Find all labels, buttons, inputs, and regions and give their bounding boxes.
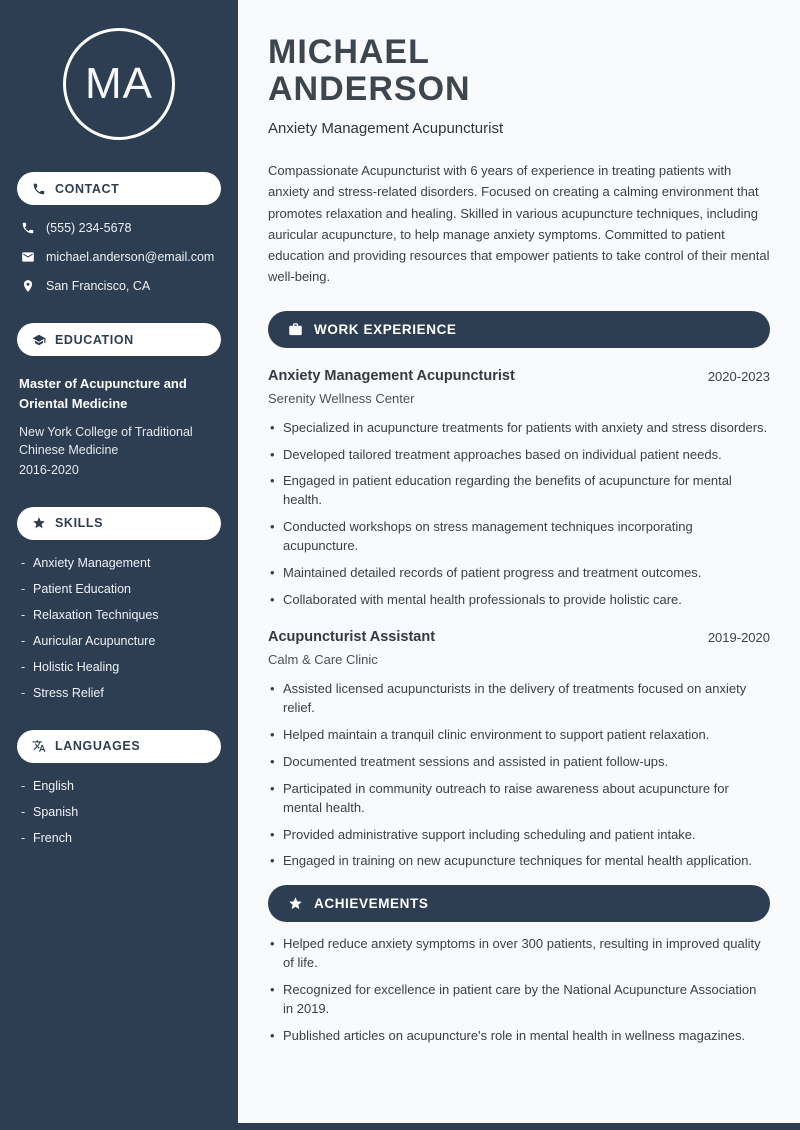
languages-list xyxy=(17,779,221,845)
contact-phone xyxy=(21,221,217,235)
language-item: - English xyxy=(21,779,217,793)
job-header xyxy=(268,629,770,667)
contact-email xyxy=(21,250,217,264)
job-entry xyxy=(268,368,770,610)
job-title-block xyxy=(268,629,435,667)
job-company: Serenity Wellness Center xyxy=(268,390,415,406)
job-dates: 2020-2023 xyxy=(707,368,770,384)
education-section-header xyxy=(17,323,221,356)
education-years: 2016-2020 xyxy=(19,462,79,477)
phone-icon xyxy=(32,182,46,196)
contact-location xyxy=(21,279,217,293)
candidate-title: Anxiety Management Acupuncturist xyxy=(268,120,504,138)
job-bullet: • Maintained detailed records of patient progress and treatment outcomes. xyxy=(268,564,770,583)
job-title: Anxiety Management Acupuncturist xyxy=(268,367,515,384)
mail-icon xyxy=(21,250,35,264)
job-title-block xyxy=(268,368,515,406)
job-dates: 2019-2020 xyxy=(707,630,770,646)
star-icon xyxy=(32,516,46,530)
job-bullet: • Engaged in training on new acupuncture techniques for mental health application. xyxy=(268,852,770,871)
achievements-banner xyxy=(268,885,770,922)
sidebar xyxy=(0,0,238,1130)
candidate-name xyxy=(268,34,770,107)
work-experience-header-label: WORK EXPERIENCE xyxy=(314,321,457,337)
skill-item: - Anxiety Management xyxy=(21,556,217,570)
education-school: New York College of Traditional Chinese Medicine xyxy=(19,425,193,458)
language-item: - French xyxy=(21,831,217,845)
education-entry xyxy=(17,372,221,477)
resume-main xyxy=(238,0,800,1130)
education-degree: Master of Acupuncture and Oriental Medicine xyxy=(19,376,187,412)
job-bullet: • Participated in community outreach to raise awareness about acupuncture for mental health. xyxy=(268,780,770,818)
skills-section-header xyxy=(17,507,221,540)
job-header xyxy=(268,368,770,406)
job-bullet: • Helped maintain a tranquil clinic environment to support patient relaxation. xyxy=(268,726,770,745)
languages-header-label: LANGUAGES xyxy=(55,739,141,754)
skills-list xyxy=(17,556,221,700)
achievement-item: • Recognized for excellence in patient care by the National Acupuncture Association in 2019. xyxy=(268,981,770,1019)
achievement-item: • Helped reduce anxiety symptoms in over 300 patients, resulting in improved quality of life. xyxy=(268,935,770,973)
candidate-first-name: MICHAEL xyxy=(268,33,430,71)
education-header-label: EDUCATION xyxy=(55,332,134,347)
skill-item: - Stress Relief xyxy=(21,686,217,700)
location-value: San Francisco, CA xyxy=(46,279,151,293)
job-bullet: • Developed tailored treatment approaches based on individual patient needs. xyxy=(268,446,770,465)
skill-item: - Patient Education xyxy=(21,582,217,596)
job-title: Acupuncturist Assistant xyxy=(268,629,436,646)
work-experience-banner xyxy=(268,311,770,348)
location-pin-icon xyxy=(21,279,35,293)
achievement-item: • Published articles on acupuncture's role in mental health in wellness magazines. xyxy=(268,1027,770,1046)
job-bullets xyxy=(268,419,770,610)
graduation-cap-icon xyxy=(32,333,46,347)
star-icon xyxy=(288,896,303,911)
jobs-container xyxy=(268,368,770,872)
job-entry xyxy=(268,629,770,871)
job-bullet: • Engaged in patient education regarding the benefits of acupuncture for mental health. xyxy=(268,472,770,510)
job-company: Calm & Care Clinic xyxy=(268,652,378,668)
skill-item: - Auricular Acupuncture xyxy=(21,634,217,648)
achievements-list xyxy=(268,935,770,1045)
email-value: michael.anderson@email.com xyxy=(46,250,215,264)
phone-value: (555) 234-5678 xyxy=(46,221,132,235)
avatar xyxy=(63,28,175,140)
job-bullet: • Assisted licensed acupuncturists in the delivery of treatments focused on anxiety relief. xyxy=(268,680,770,718)
achievements-header-label: ACHIEVEMENTS xyxy=(314,896,429,912)
avatar-initials: MA xyxy=(85,59,153,108)
page-bottom-edge xyxy=(0,1123,800,1130)
job-bullet: • Specialized in acupuncture treatments for patients with anxiety and stress disorders. xyxy=(268,419,770,438)
skill-item: - Holistic Healing xyxy=(21,660,217,674)
languages-section-header xyxy=(17,730,221,763)
contact-section-header xyxy=(17,172,221,205)
translate-icon xyxy=(32,739,46,753)
phone-icon xyxy=(21,221,35,235)
summary-paragraph: Compassionate Acupuncturist with 6 years of experience in treating patients with anxiety and stress-related disorders. Focused on creating a calming environment that promotes relaxation and healing. Skilled in various acupuncture techniques, including auricular acupuncture, to help manage anxiety symptoms. Committed to patient education and providing resources that empower patients to take control of their mental well-being. xyxy=(268,163,770,284)
skills-header-label: SKILLS xyxy=(55,516,104,531)
job-bullet: • Collaborated with mental health professionals to provide holistic care. xyxy=(268,591,770,610)
job-bullet: • Conducted workshops on stress management techniques incorporating acupuncture. xyxy=(268,518,770,556)
candidate-last-name: ANDERSON xyxy=(268,69,471,108)
skill-item: - Relaxation Techniques xyxy=(21,608,217,622)
briefcase-icon xyxy=(288,322,303,337)
language-item: - Spanish xyxy=(21,805,217,819)
contact-header-label: CONTACT xyxy=(55,181,120,196)
job-bullets xyxy=(268,680,770,871)
job-bullet: • Documented treatment sessions and assisted in patient follow-ups. xyxy=(268,753,770,772)
job-bullet: • Provided administrative support including scheduling and patient intake. xyxy=(268,826,770,845)
